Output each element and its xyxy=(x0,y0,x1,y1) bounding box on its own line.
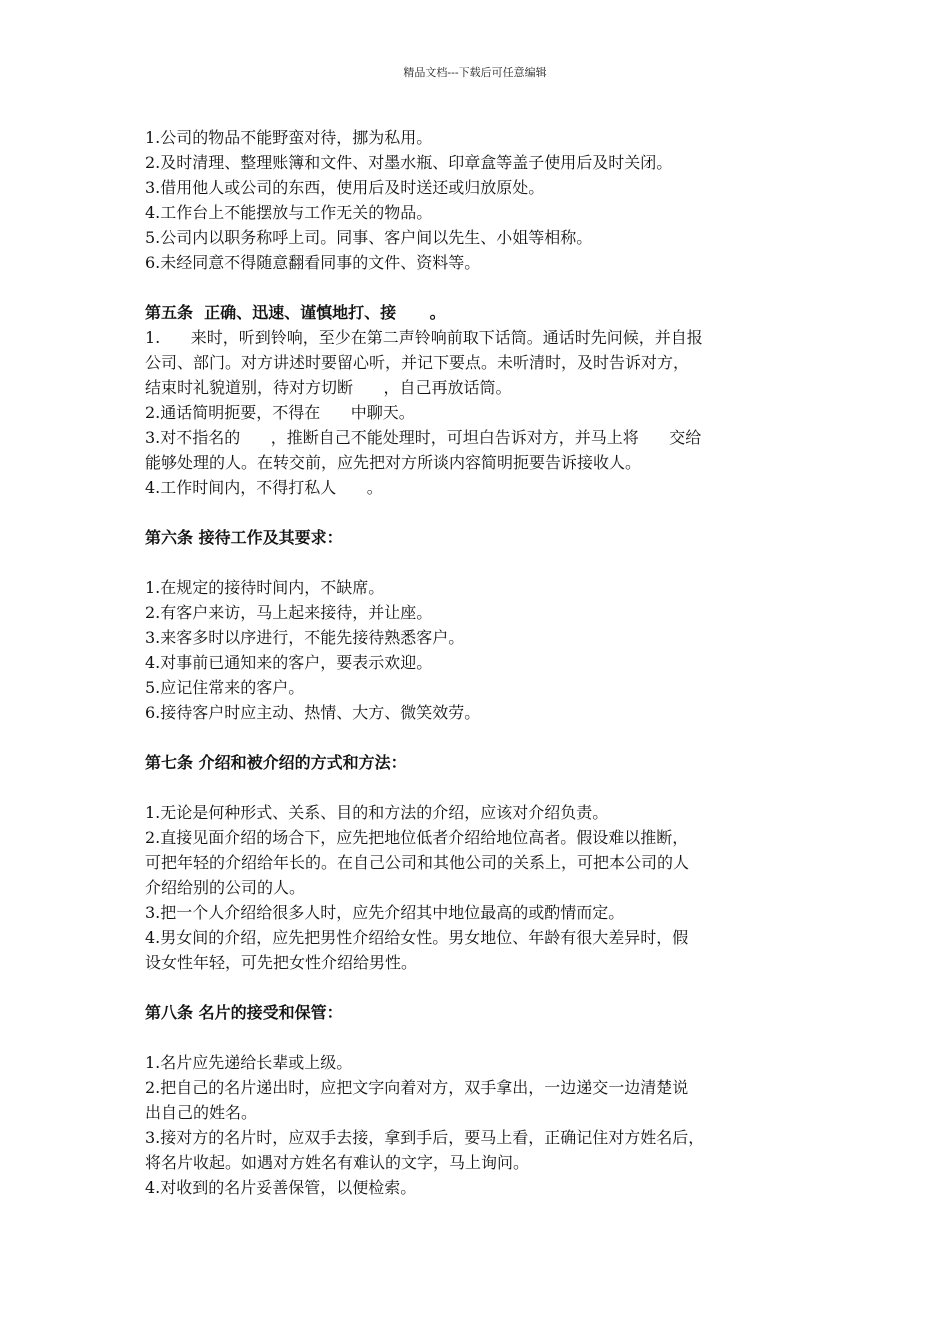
paragraph-line: 结束时礼貌道别，待对方切断 ，自己再放话筒。 xyxy=(145,378,512,397)
list-item: 1.在规定的接待时间内，不缺席。 xyxy=(145,578,385,597)
paragraph-line: 公司、部门。对方讲述时要留心听，并记下要点。未听清时，及时告诉对方， xyxy=(145,353,690,372)
article-8-heading: 第八条 名片的接受和保管： xyxy=(145,1003,343,1022)
paragraph-line: 3.对不指名的 ，推断自己不能处理时，可坦白告诉对方，并马上将 交给 xyxy=(145,428,702,447)
list-item: 6.接待客户时应主动、热情、大方、微笑效劳。 xyxy=(145,703,481,722)
article-8 xyxy=(145,1000,810,1200)
list-item: 1.公司的物品不能野蛮对待，挪为私用。 xyxy=(145,128,433,147)
paragraph-line: 1.无论是何种形式、关系、目的和方法的介绍，应该对介绍负责。 xyxy=(145,803,609,822)
paragraph-line: 1. 来时，听到铃响，至少在第二声铃响前取下话筒。通话时先问候，并自报 xyxy=(145,328,703,347)
paragraph-line: 4.男女间的介绍，应先把男性介绍给女性。男女地位、年龄有很大差异时，假 xyxy=(145,928,689,947)
paragraph-line: 能够处理的人。在转交前，应先把对方所谈内容简明扼要告诉接收人。 xyxy=(145,453,642,472)
article-5-heading: 第五条 正确、迅速、谨慎地打、接 。 xyxy=(145,303,446,322)
list-item: 6.未经同意不得随意翻看同事的文件、资料等。 xyxy=(145,253,481,272)
list-item: 3.借用他人或公司的东西，使用后及时送还或归放原处。 xyxy=(145,178,545,197)
list-item: 2.及时清理、整理账簿和文件、对墨水瓶、印章盒等盖子使用后及时关闭。 xyxy=(145,153,673,172)
paragraph-line: 介绍给别的公司的人。 xyxy=(145,878,306,897)
list-item: 4.对事前已通知来的客户，要表示欢迎。 xyxy=(145,653,433,672)
list-item: 4.工作台上不能摆放与工作无关的物品。 xyxy=(145,203,433,222)
article-7-heading: 第七条 介绍和被介绍的方式和方法： xyxy=(145,753,407,772)
paragraph-line: 3.接对方的名片时，应双手去接，拿到手后，要马上看，正确记住对方姓名后， xyxy=(145,1128,705,1147)
document-body xyxy=(145,125,810,1225)
paragraph-line: 1.名片应先递给长辈或上级。 xyxy=(145,1053,353,1072)
paragraph-line: 出自己的姓名。 xyxy=(145,1103,258,1122)
article-5 xyxy=(145,300,810,500)
paragraph-line: 将名片收起。如遇对方姓名有难认的文字，马上询问。 xyxy=(145,1153,530,1172)
intro-list xyxy=(145,125,810,275)
list-item: 5.公司内以职务称呼上司。同事、客户间以先生、小姐等相称。 xyxy=(145,228,593,247)
paragraph-line: 3.把一个人介绍给很多人时，应先介绍其中地位最高的或酌情而定。 xyxy=(145,903,625,922)
paragraph-line: 2.通话简明扼要，不得在 中聊天。 xyxy=(145,403,415,422)
list-item: 5.应记住常来的客户。 xyxy=(145,678,305,697)
paragraph-line: 可把年轻的介绍给年长的。在自己公司和其他公司的关系上，可把本公司的人 xyxy=(145,853,690,872)
article-6-heading: 第六条 接待工作及其要求： xyxy=(145,528,343,547)
list-item: 2.有客户来访，马上起来接待，并让座。 xyxy=(145,603,433,622)
page-header: 精品文档---下载后可任意编辑 xyxy=(403,66,547,79)
paragraph-line: 2.直接见面介绍的场合下，应先把地位低者介绍给地位高者。假设难以推断， xyxy=(145,828,689,847)
paragraph-line: 4.工作时间内，不得打私人 。 xyxy=(145,478,383,497)
list-item: 3.来客多时以序进行，不能先接待熟悉客户。 xyxy=(145,628,465,647)
paragraph-line: 设女性年轻，可先把女性介绍给男性。 xyxy=(145,953,418,972)
paragraph-line: 4.对收到的名片妥善保管，以便检索。 xyxy=(145,1178,417,1197)
paragraph-line: 2.把自己的名片递出时，应把文字向着对方，双手拿出，一边递交一边清楚说 xyxy=(145,1078,689,1097)
article-6 xyxy=(145,525,810,725)
article-7 xyxy=(145,750,810,975)
